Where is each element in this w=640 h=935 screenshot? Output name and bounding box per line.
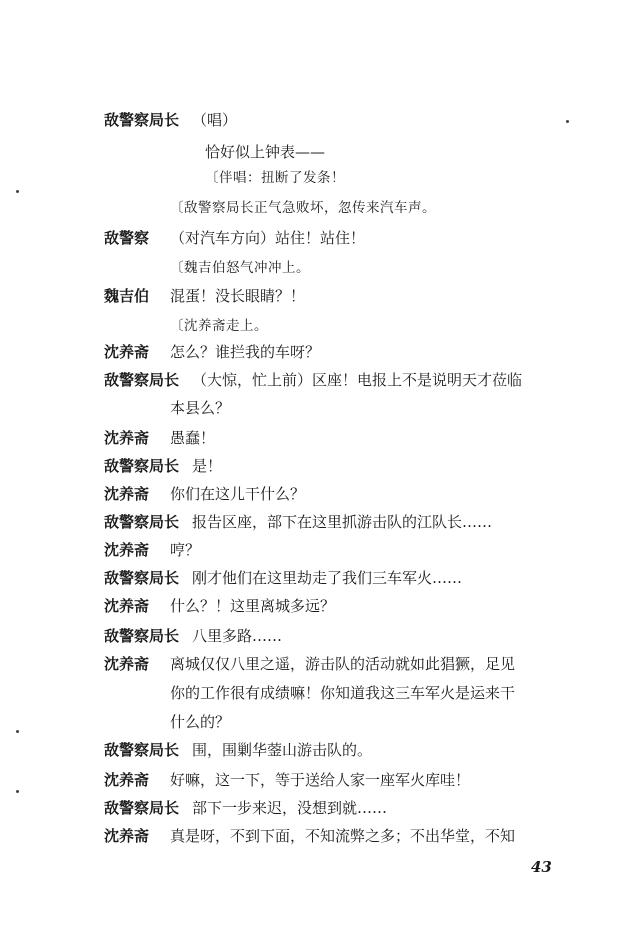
stage-direction: 〔魏吉伯怒气冲冲上。	[170, 260, 310, 276]
speaker-name: 沈养斋	[104, 485, 150, 503]
speaker-name: 敌警察局长	[104, 569, 180, 587]
speaker-name: 沈养斋	[104, 771, 150, 789]
scan-speck	[16, 730, 19, 733]
speaker-name: 敌警察	[104, 229, 150, 247]
dialogue-text: 刚才他们在这里劫走了我们三车军火……	[192, 569, 463, 587]
dialogue-text: 你们在这儿干什么？	[170, 485, 306, 503]
speaker-name: 敌警察局长	[104, 627, 180, 645]
dialogue-text: 哼？	[170, 541, 201, 559]
stage-direction: 〔敌警察局长正气急败坏，忽传来汽车声。	[170, 200, 436, 216]
dialogue-text: （唱）	[192, 111, 238, 129]
stage-direction: 〔伴唱：扭断了发条！	[205, 170, 345, 186]
speaker-name: 敌警察局长	[104, 457, 180, 475]
speaker-name: 沈养斋	[104, 597, 150, 615]
scan-speck	[16, 190, 19, 193]
speaker-name: 敌警察局长	[104, 371, 180, 389]
speaker-name: 敌警察局长	[104, 799, 180, 817]
dialogue-text: 恰好似上钟表——	[205, 143, 326, 161]
dialogue-text: 本县么？	[170, 399, 231, 417]
dialogue-text: 是！	[192, 457, 223, 475]
dialogue-text: 混蛋！没长眼睛？！	[170, 287, 306, 305]
dialogue-text: （大惊，忙上前）区座！电报上不是说明天才莅临	[192, 371, 523, 389]
speaker-name: 沈养斋	[104, 827, 150, 845]
speaker-name: 沈养斋	[104, 343, 150, 361]
speaker-name: 敌警察局长	[104, 513, 180, 531]
dialogue-text: 八里多路……	[192, 627, 283, 645]
speaker-name: 敌警察局长	[104, 741, 180, 759]
dialogue-text: 怎么？谁拦我的车呀？	[170, 343, 321, 361]
dialogue-text: 部下一步来迟，没想到就……	[192, 799, 388, 817]
dialogue-text: 愚蠢！	[170, 429, 216, 447]
speaker-name: 沈养斋	[104, 541, 150, 559]
page-number: 43	[531, 858, 552, 876]
speaker-name: 沈养斋	[104, 655, 150, 673]
stage-direction: 〔沈养斋走上。	[170, 318, 268, 334]
dialogue-text: 真是呀，不到下面，不知流弊之多；不出华堂，不知	[170, 827, 516, 845]
speaker-name: 敌警察局长	[104, 111, 180, 129]
dialogue-text: 什么的？	[170, 713, 231, 731]
dialogue-text: （对汽车方向）站住！站住！	[170, 229, 366, 247]
dialogue-text: 离城仅仅八里之遥，游击队的活动就如此猖獗，足见	[170, 655, 516, 673]
scan-speck	[566, 120, 569, 123]
dialogue-text: 你的工作很有成绩嘛！你知道我这三车军火是运来干	[170, 684, 516, 702]
speaker-name: 沈养斋	[104, 429, 150, 447]
dialogue-text: 围，围剿华蓥山游击队的。	[192, 741, 373, 759]
speaker-name: 魏吉伯	[104, 287, 150, 305]
dialogue-text: 报告区座，部下在这里抓游击队的江队长……	[192, 513, 493, 531]
dialogue-text: 什么？！这里离城多远？	[170, 597, 336, 615]
scan-speck	[16, 790, 19, 793]
dialogue-text: 好嘛，这一下，等于送给人家一座军火库哇！	[170, 771, 471, 789]
